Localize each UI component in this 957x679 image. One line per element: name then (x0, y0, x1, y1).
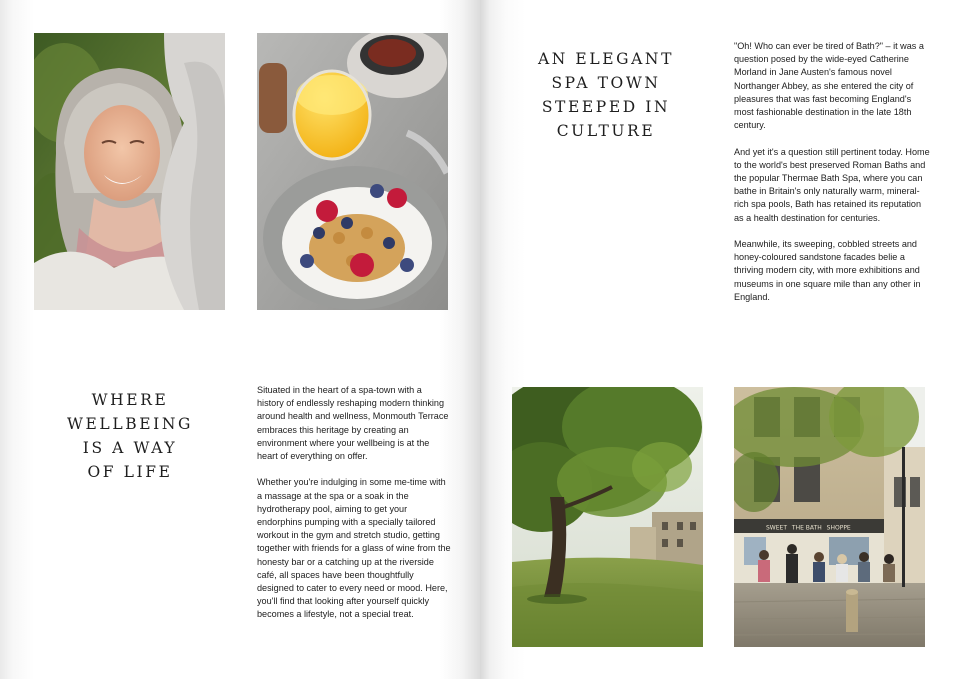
right-paragraph: And yet it's a question still pertinent today. Home to the world's best preserved Roman Baths and the popular Thermae Bath Spa, where you can bathe in Britain's only naturally warm, mineral-rich spa pools, Bath has retained its reputation as a health destination for centuries. (734, 146, 930, 223)
right-heading (526, 47, 686, 143)
photo-smiling-woman (34, 33, 225, 310)
photo-breakfast-bowl (257, 33, 448, 310)
left-heading-line: OF LIFE (87, 463, 173, 481)
right-paragraph: Meanwhile, its sweeping, cobbled streets and honey-coloured sandstone facades belie a thriving modern city, with more exhibitions and museums in one square mile than any other in England. (734, 239, 921, 302)
left-heading-line: WELLBEING (66, 415, 193, 433)
left-paragraph: Whether you're indulging in some me-time with a massage at the spa or a soak in the hydrotherapy pool, aiming to get your endorphins pumping with a specially tailored workout in the gym and stretch studio, getting together with friends for a glass of wine from the honesty bar or a catching up at the riverside café, all spaces have been thoughtfully designed to cater to every need or mood. Here, you'll find that looking after yourself quickly becomes a lifestyle, not a special treat. (257, 477, 451, 620)
right-heading-line: STEEPED IN (541, 98, 671, 116)
left-body-text (257, 384, 451, 635)
left-heading-line: WHERE (91, 391, 169, 409)
photo-street-cafe (734, 387, 925, 647)
shop-sign-text (766, 525, 851, 532)
photo-park-tree (512, 387, 703, 647)
left-paragraph: Situated in the heart of a spa-town with a history of endlessly reshaping modern thinking around health and wellness, Monmouth Terrace embraces this heritage by creating an environment where your wellbeing is at the heart of everything on offer. (257, 385, 449, 462)
right-heading-line: CULTURE (556, 122, 656, 140)
right-body-text (734, 40, 930, 317)
shop-sign-word: SWEET (766, 524, 787, 532)
left-heading (62, 388, 198, 484)
shop-sign-word: SHOPPE (826, 524, 851, 532)
right-paragraph: "Oh! Who can ever be tired of Bath?" – it was a question posed by the wide-eyed Catherine Morland in Jane Austen's famous novel Northanger Abbey, as she entered the city of pleasures that was fast becoming England's most fashionable destination in the late 18th century. (734, 41, 924, 131)
shop-sign-word: THE BATH (791, 524, 822, 532)
right-page (480, 0, 957, 679)
right-heading-line: SPA TOWN (551, 74, 661, 92)
left-heading-line: IS A WAY (82, 439, 178, 457)
right-heading-line: AN ELEGANT (537, 50, 675, 68)
